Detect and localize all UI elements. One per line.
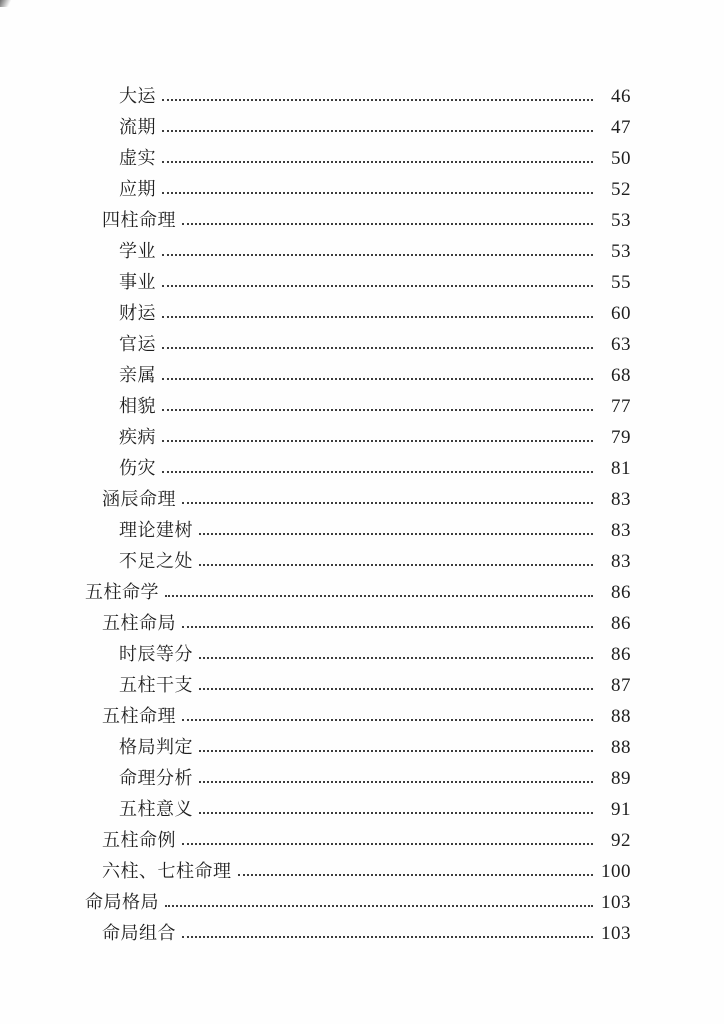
toc-entry <box>85 515 631 546</box>
toc-entry-page-number: 100 <box>601 861 631 882</box>
dot-leader <box>199 564 593 566</box>
toc-entry-label: 大运 <box>119 86 156 106</box>
toc-entry-label: 格局判定 <box>119 737 193 757</box>
dot-leader <box>199 812 593 814</box>
toc-entry-page-number: 83 <box>611 489 631 510</box>
toc-entry-page-number: 103 <box>601 923 631 944</box>
toc-entry-page-number: 83 <box>611 551 631 572</box>
toc-entry-label: 时辰等分 <box>119 644 193 664</box>
toc-entry-label: 伤灾 <box>119 458 156 478</box>
toc-entry <box>85 391 631 422</box>
toc-entry-page-number: 91 <box>611 799 631 820</box>
toc-entry-page-number: 68 <box>611 365 631 386</box>
toc-entry <box>85 236 631 267</box>
toc-entry <box>85 918 631 949</box>
toc-entry <box>85 174 631 205</box>
dot-leader <box>182 936 593 938</box>
toc-entry <box>85 608 631 639</box>
toc-entry-page-number: 47 <box>611 117 631 138</box>
dot-leader <box>182 719 593 721</box>
dot-leader <box>162 440 593 442</box>
toc-entry-label: 涵辰命理 <box>102 489 176 509</box>
dot-leader <box>162 99 593 101</box>
toc-entry-page-number: 60 <box>611 303 631 324</box>
toc-entry-label: 应期 <box>119 179 156 199</box>
toc-entry <box>85 81 631 112</box>
toc-entry-label: 不足之处 <box>119 551 193 571</box>
toc-entry-page-number: 89 <box>611 768 631 789</box>
dot-leader <box>182 843 593 845</box>
toc-entry <box>85 298 631 329</box>
toc-entry <box>85 825 631 856</box>
toc-entry-page-number: 50 <box>611 148 631 169</box>
toc-entry-label: 五柱命局 <box>102 613 176 633</box>
toc-entry-label: 五柱意义 <box>119 799 193 819</box>
toc-entry-label: 财运 <box>119 303 156 323</box>
toc-entry <box>85 143 631 174</box>
toc-entry <box>85 205 631 236</box>
toc-entry <box>85 856 631 887</box>
toc-entry-page-number: 83 <box>611 520 631 541</box>
dot-leader <box>162 378 593 380</box>
dot-leader <box>165 905 593 907</box>
toc-entry-page-number: 88 <box>611 737 631 758</box>
toc-entry-page-number: 86 <box>611 582 631 603</box>
toc-entry-page-number: 88 <box>611 706 631 727</box>
toc-entry-label: 官运 <box>119 334 156 354</box>
dot-leader <box>162 285 593 287</box>
toc-entry <box>85 422 631 453</box>
dot-leader <box>182 626 593 628</box>
toc-entry-page-number: 46 <box>611 86 631 107</box>
toc-entry <box>85 329 631 360</box>
dot-leader <box>182 502 593 504</box>
toc-entry-page-number: 81 <box>611 458 631 479</box>
dot-leader <box>162 316 593 318</box>
toc-entry-label: 亲属 <box>119 365 156 385</box>
toc-entry-label: 命局格局 <box>85 892 159 912</box>
toc-entry-page-number: 52 <box>611 179 631 200</box>
toc-entry <box>85 732 631 763</box>
toc-entry-page-number: 86 <box>611 613 631 634</box>
toc-entry <box>85 794 631 825</box>
toc-entry-label: 虚实 <box>119 148 156 168</box>
toc-entry <box>85 546 631 577</box>
dot-leader <box>162 192 593 194</box>
toc-entry-label: 事业 <box>119 272 156 292</box>
toc-entry <box>85 577 631 608</box>
dot-leader <box>238 874 594 876</box>
toc-entry-label: 四柱命理 <box>102 210 176 230</box>
dot-leader <box>162 130 593 132</box>
dot-leader <box>182 223 593 225</box>
toc-entry <box>85 267 631 298</box>
toc-entry <box>85 484 631 515</box>
toc-entry-page-number: 92 <box>611 830 631 851</box>
dot-leader <box>162 254 593 256</box>
toc-entry-label: 五柱命例 <box>102 830 176 850</box>
dot-leader <box>162 347 593 349</box>
toc-entry-label: 流期 <box>119 117 156 137</box>
scan-artifact <box>0 0 12 7</box>
toc-entry-label: 学业 <box>119 241 156 261</box>
toc-entry-page-number: 79 <box>611 427 631 448</box>
toc-entry-label: 五柱命理 <box>102 706 176 726</box>
toc-entry-page-number: 55 <box>611 272 631 293</box>
dot-leader <box>199 533 593 535</box>
toc-entry <box>85 453 631 484</box>
toc-entry-label: 理论建树 <box>119 520 193 540</box>
toc-entry-page-number: 103 <box>601 892 631 913</box>
dot-leader <box>199 688 593 690</box>
toc-entry <box>85 701 631 732</box>
toc-entry-page-number: 77 <box>611 396 631 417</box>
toc-entry-label: 六柱、七柱命理 <box>102 861 232 881</box>
toc-entry <box>85 887 631 918</box>
toc-entry-page-number: 63 <box>611 334 631 355</box>
toc-entry <box>85 639 631 670</box>
toc-entry-label: 五柱命学 <box>85 582 159 602</box>
dot-leader <box>165 595 593 597</box>
toc-entry-label: 命局组合 <box>102 923 176 943</box>
table-of-contents <box>85 81 631 949</box>
toc-entry-page-number: 53 <box>611 210 631 231</box>
toc-entry <box>85 670 631 701</box>
toc-entry-label: 疾病 <box>119 427 156 447</box>
toc-entry-page-number: 53 <box>611 241 631 262</box>
toc-entry <box>85 763 631 794</box>
dot-leader <box>162 471 593 473</box>
dot-leader <box>199 657 593 659</box>
dot-leader <box>162 161 593 163</box>
toc-entry-label: 相貌 <box>119 396 156 416</box>
toc-entry-page-number: 86 <box>611 644 631 665</box>
toc-entry-page-number: 87 <box>611 675 631 696</box>
toc-entry-label: 命理分析 <box>119 768 193 788</box>
toc-entry <box>85 360 631 391</box>
dot-leader <box>199 781 593 783</box>
dot-leader <box>162 409 593 411</box>
toc-entry <box>85 112 631 143</box>
toc-entry-label: 五柱干支 <box>119 675 193 695</box>
dot-leader <box>199 750 593 752</box>
